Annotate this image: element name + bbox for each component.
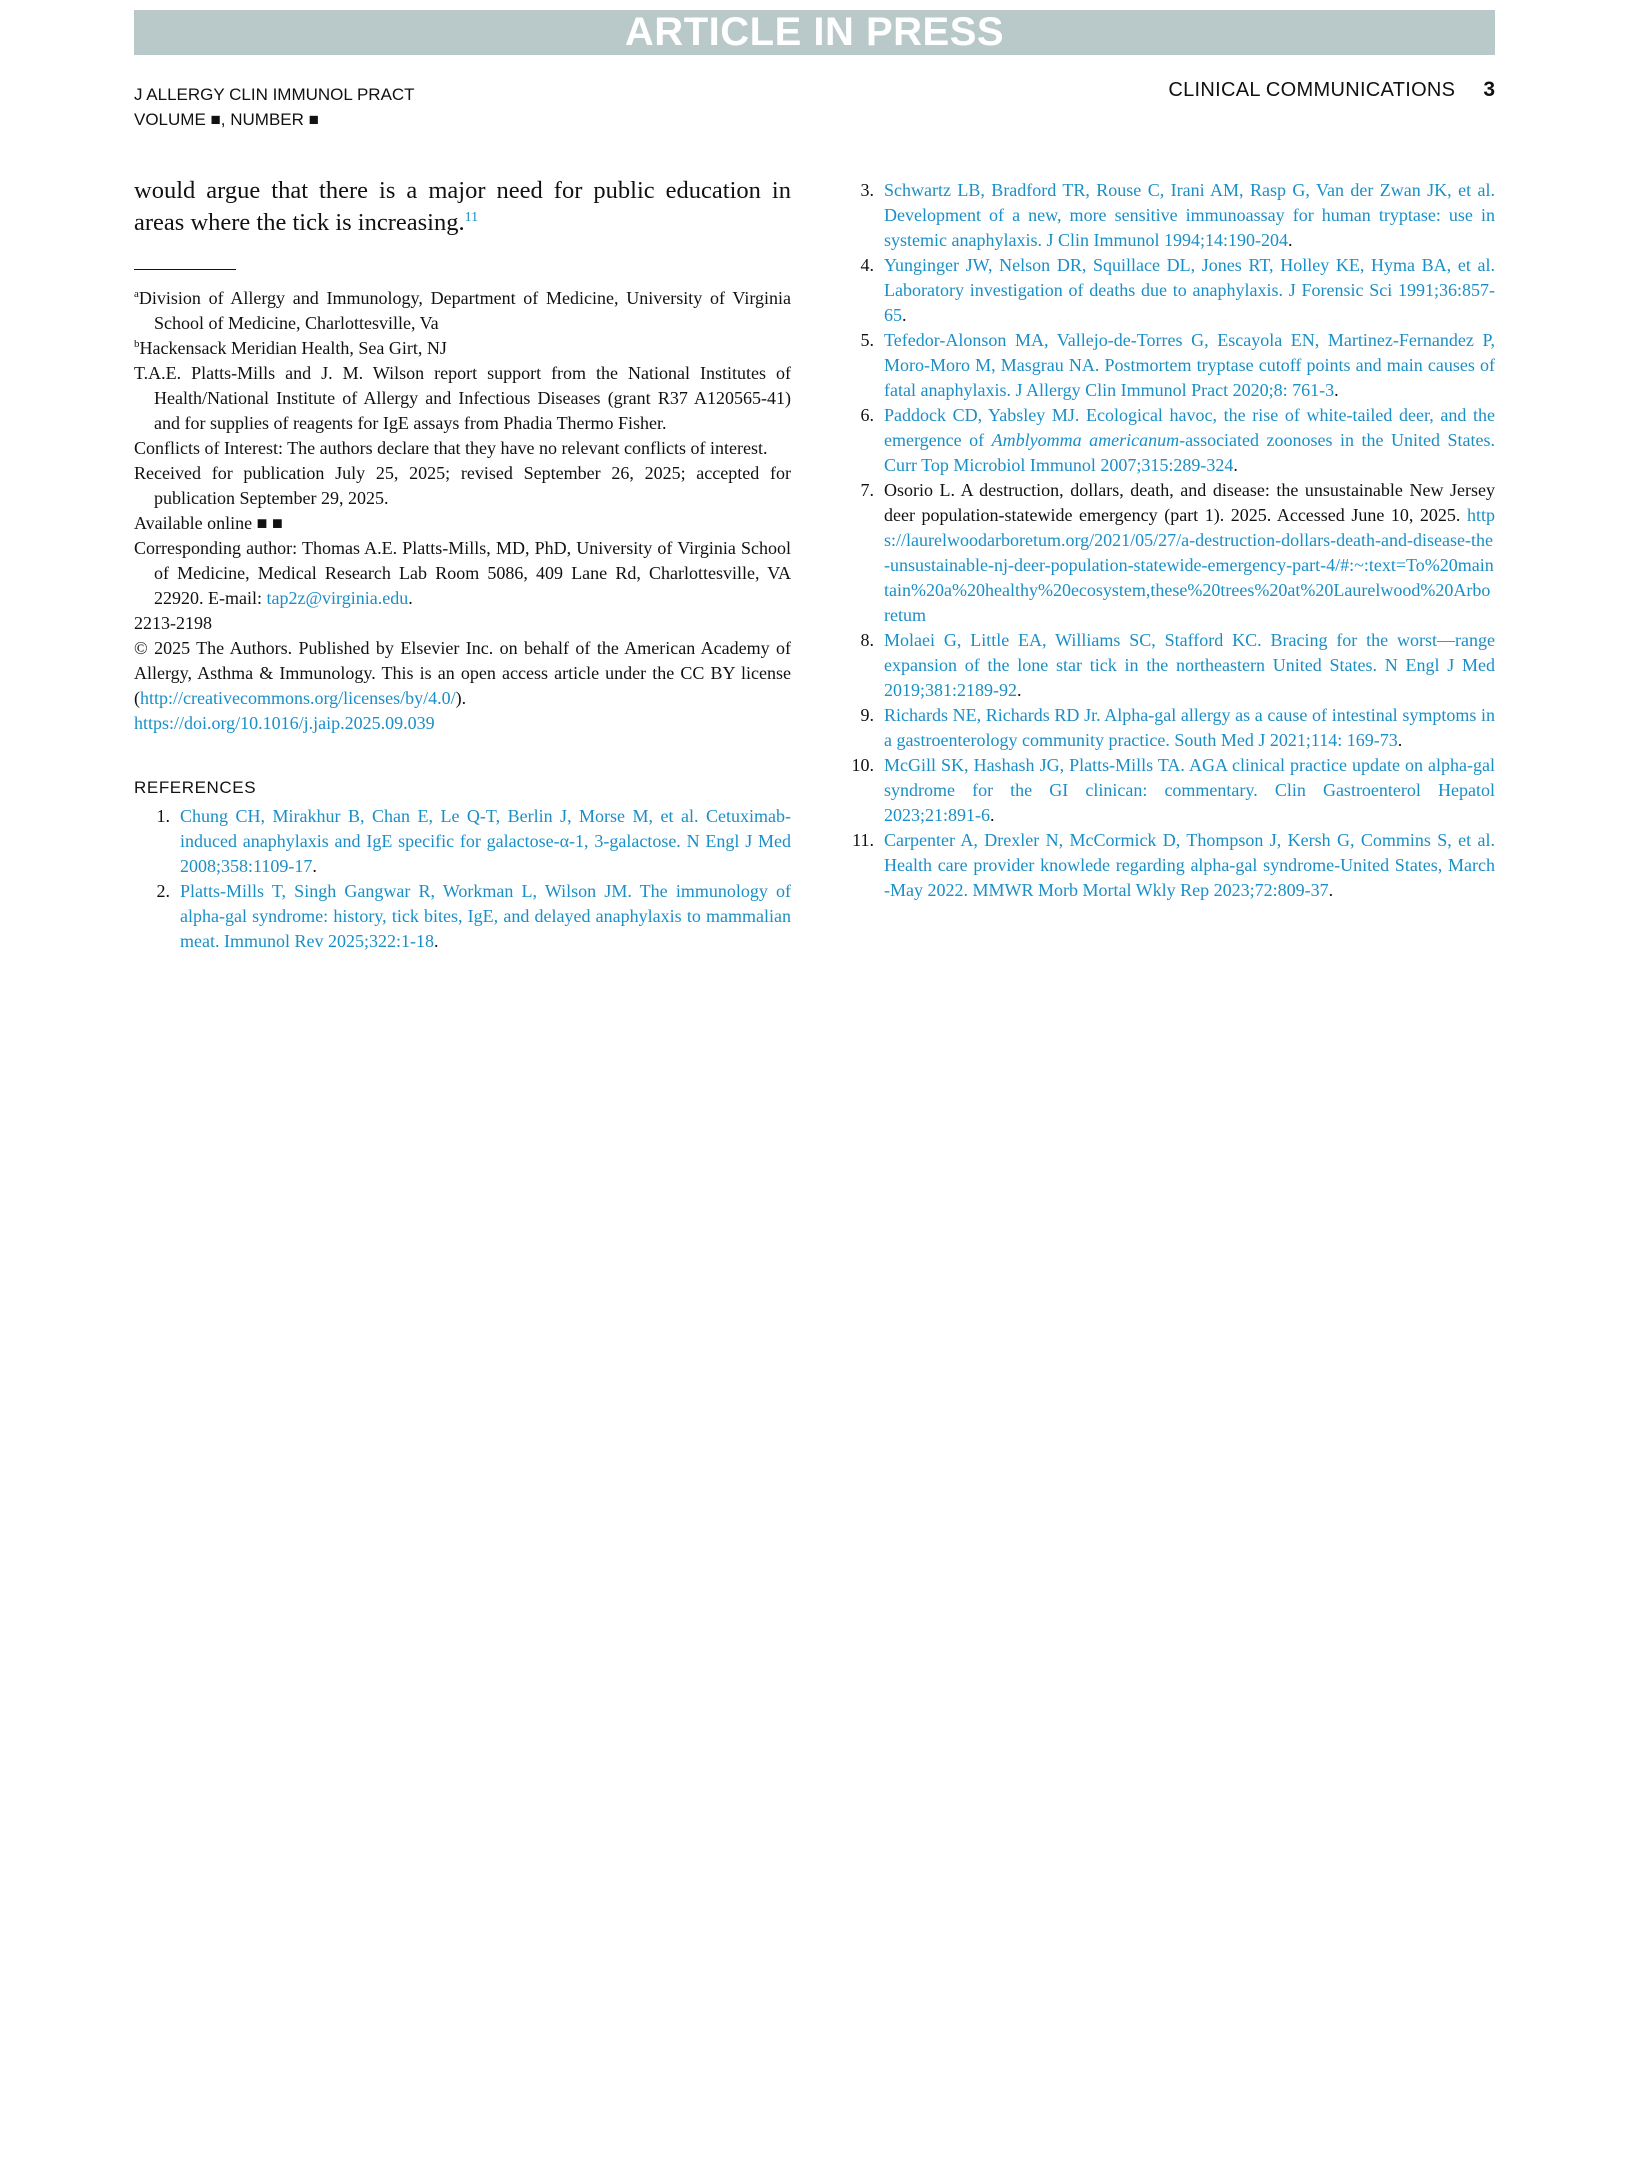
reference-link[interactable]: Richards NE, Richards RD Jr. Alpha-gal allergy as a cause of intestinal symptoms in a gastroenterology community practice. South Med J 2021;114: 169-73: [884, 705, 1495, 750]
reference-number: 5.: [860, 330, 874, 350]
reference-text: [180, 804, 791, 879]
reference-url-link[interactable]: https://laurelwoodarboretum.org/2021/05/27/a-destruction-dollars-death-and-disease-the-unsustainable-nj-deer-population-statewide-emergency-part-4/#:~:text=To%20maintain%20a%20healthy%20ecosystem,these%20trees%20at%20Laurelwood%20Arboretum: [884, 505, 1495, 625]
reference-item: [134, 879, 791, 954]
reference-text-b: -associated zoonoses in the United States. Curr Top Microbiol Immunol 2007;315:289-324: [884, 430, 1495, 475]
reference-item: [838, 703, 1495, 753]
reference-link[interactable]: Chung CH, Mirakhur B, Chan E, Le Q-T, Berlin J, Morse M, et al. Cetuximab-induced anaphylaxis and IgE specific for galactose-α-1, 3-galactose. N Engl J Med 2008;358:1109-17: [180, 806, 791, 876]
reference-end: .: [990, 805, 995, 825]
article-in-press-banner: [134, 10, 1495, 55]
affiliation-b-text: Hackensack Meridian Health, Sea Girt, NJ: [139, 338, 447, 358]
received-note: Received for publication July 25, 2025; revised September 26, 2025; accepted for publication September 29, 2025.: [134, 463, 791, 508]
reference-number: 3.: [860, 180, 874, 200]
reference-item: [838, 628, 1495, 703]
reference-link[interactable]: Tefedor-Alonson MA, Vallejo-de-Torres G, Escayola EN, Martinez-Fernandez P, Moro-Moro M, Masgrau NA. Postmortem tryptase cutoff points and main causes of fatal anaphylaxis. J Allergy Clin Immunol Pract 2020;8: 761-3: [884, 330, 1495, 400]
funding-note: T.A.E. Platts-Mills and J. M. Wilson report support from the National Institutes of Health/National Institute of Allergy and Infectious Diseases (grant R37 A120565-41) and for supplies of reagents for IgE assays from Phadia Thermo Fisher.: [134, 363, 791, 433]
reference-number: 8.: [860, 630, 874, 650]
reference-text: [884, 328, 1495, 403]
body-text: would argue that there is a major need for public education in areas where the tick is increasing.: [134, 177, 791, 236]
email-link[interactable]: tap2z@virginia.edu: [266, 588, 409, 608]
reference-link[interactable]: Yunginger JW, Nelson DR, Squillace DL, Jones RT, Holley KE, Hyma BA, et al. Laboratory investigation of deaths due to anaphylaxis. J Forensic Sci 1991;36:857-65: [884, 255, 1495, 325]
reference-item: [838, 753, 1495, 828]
reference-text[interactable]: [884, 403, 1495, 478]
reference-end: .: [1287, 230, 1293, 250]
reference-text: [884, 253, 1495, 328]
citation-link[interactable]: 11: [464, 209, 479, 225]
copyright-end: ).: [455, 688, 467, 708]
doi-link[interactable]: https://doi.org/10.1016/j.jaip.2025.09.039: [134, 713, 435, 733]
reference-number: 10.: [851, 755, 874, 775]
reference-number: 7.: [860, 480, 874, 500]
left-column: [134, 175, 791, 954]
reference-end: .: [1328, 880, 1334, 900]
reference-text: [884, 628, 1495, 703]
reference-text: [884, 178, 1495, 253]
reference-end: .: [1233, 455, 1238, 475]
reference-end: .: [1334, 380, 1339, 400]
reference-item: [838, 328, 1495, 403]
copyright-text: © 2025 The Authors. Published by Elsevier Inc. on behalf of the American Academy of Allergy, Asthma & Immunology. This is an open access article under the CC BY license (: [134, 638, 791, 708]
reference-link[interactable]: McGill SK, Hashash JG, Platts-Mills TA. AGA clinical practice update on alpha-gal syndrome for the GI clinican: commentary. Clin Gastroenterol Hepatol 2023;21:891-6: [884, 755, 1495, 825]
section-title: CLINICAL COMMUNICATIONS: [1168, 79, 1456, 101]
reference-text: [884, 753, 1495, 828]
reference-plain: Osorio L. A destruction, dollars, death, and disease: the unsustainable New Jersey deer population-statewide emergency (part 1). 2025. Accessed June 10, 2025.: [884, 480, 1495, 525]
banner-text: ARTICLE IN PRESS: [624, 10, 1005, 54]
corresponding-end: .: [408, 588, 413, 608]
reference-number: 9.: [860, 705, 874, 725]
reference-end: .: [1397, 730, 1403, 750]
affiliation-b-mark: b: [134, 338, 140, 350]
affiliation-a-text: Division of Allergy and Immunology, Department of Medicine, University of Virginia School of Medicine, Charlottesville, Va: [138, 288, 791, 333]
reference-item: [838, 253, 1495, 328]
journal-name: J ALLERGY CLIN IMMUNOL PRACT: [134, 85, 415, 104]
reference-end: .: [1017, 680, 1022, 700]
reference-link[interactable]: Platts-Mills T, Singh Gangwar R, Workman L, Wilson JM. The immunology of alpha-gal syndrome: history, tick bites, IgE, and delayed anaphylaxis to mammalian meat. Immunol Rev 2025;322:1-18: [180, 881, 791, 951]
reference-number: 1.: [156, 806, 170, 826]
footnote-rule: [134, 269, 236, 270]
reference-end: .: [312, 856, 317, 876]
reference-text: [884, 703, 1495, 753]
reference-number: 6.: [860, 405, 874, 425]
footnotes: [134, 286, 791, 736]
reference-item: [134, 804, 791, 879]
right-column: [838, 178, 1495, 903]
reference-number: 2.: [156, 881, 170, 901]
reference-text-a: Paddock CD, Yabsley MJ. Ecological havoc, the rise of white-tailed deer, and the emergence of: [884, 405, 1495, 450]
available-note: Available online ■ ■: [134, 513, 283, 533]
affiliation-a: [134, 286, 791, 336]
reference-link[interactable]: Schwartz LB, Bradford TR, Rouse C, Irani AM, Rasp G, Van der Zwan JK, et al. Development of a new, more sensitive immunoassay for human tryptase: use in systemic anaphylaxis. J Clin Immunol 1994;14:190-204: [884, 180, 1495, 250]
reference-text: [180, 879, 791, 954]
conflicts-note: Conflicts of Interest: The authors declare that they have no relevant conflicts of interest.: [134, 438, 768, 458]
body-paragraph: [134, 175, 791, 239]
reference-number: 11.: [852, 830, 874, 850]
reference-end: .: [902, 305, 907, 325]
page-number: 3: [1483, 78, 1495, 101]
affiliation-b: [134, 336, 791, 361]
running-head-right: [1168, 78, 1495, 102]
references-heading: REFERENCES: [134, 778, 257, 797]
reference-text: [884, 828, 1495, 903]
reference-item: [838, 828, 1495, 903]
reference-end: .: [433, 931, 439, 951]
corresponding-note: [134, 536, 791, 611]
affiliation-a-mark: a: [134, 288, 139, 300]
running-head-left: [134, 82, 415, 132]
reference-link[interactable]: Carpenter A, Drexler N, McCormick D, Thompson J, Kersh G, Commins S, et al. Health care provider knowlede regarding alpha-gal syndrome-United States, March -May 2022. MMWR Morb Mortal Wkly Rep 2023;72:809-37: [884, 830, 1495, 900]
corresponding-text: Corresponding author: Thomas A.E. Platts-Mills, MD, PhD, University of Virginia School of Medicine, Medical Research Lab Room 5086, 409 Lane Rd, Charlottesville, VA 22920. E-mail:: [134, 538, 791, 608]
species-name: Amblyomma americanum: [991, 430, 1180, 450]
reference-item: [838, 178, 1495, 253]
reference-item: [838, 478, 1495, 628]
doi-note: [134, 711, 791, 736]
reference-text: [884, 478, 1495, 628]
volume-number: VOLUME ■, NUMBER ■: [134, 110, 319, 129]
reference-link[interactable]: Molaei G, Little EA, Williams SC, Stafford KC. Bracing for the worst—range expansion of the lone star tick in the northeastern United States. N Engl J Med 2019;381:2189-92: [884, 630, 1495, 700]
copyright-note: [134, 636, 791, 711]
reference-item: [838, 403, 1495, 478]
issn-note: 2213-2198: [134, 613, 212, 633]
reference-number: 4.: [860, 255, 874, 275]
license-link[interactable]: http://creativecommons.org/licenses/by/4.0/: [140, 688, 456, 708]
